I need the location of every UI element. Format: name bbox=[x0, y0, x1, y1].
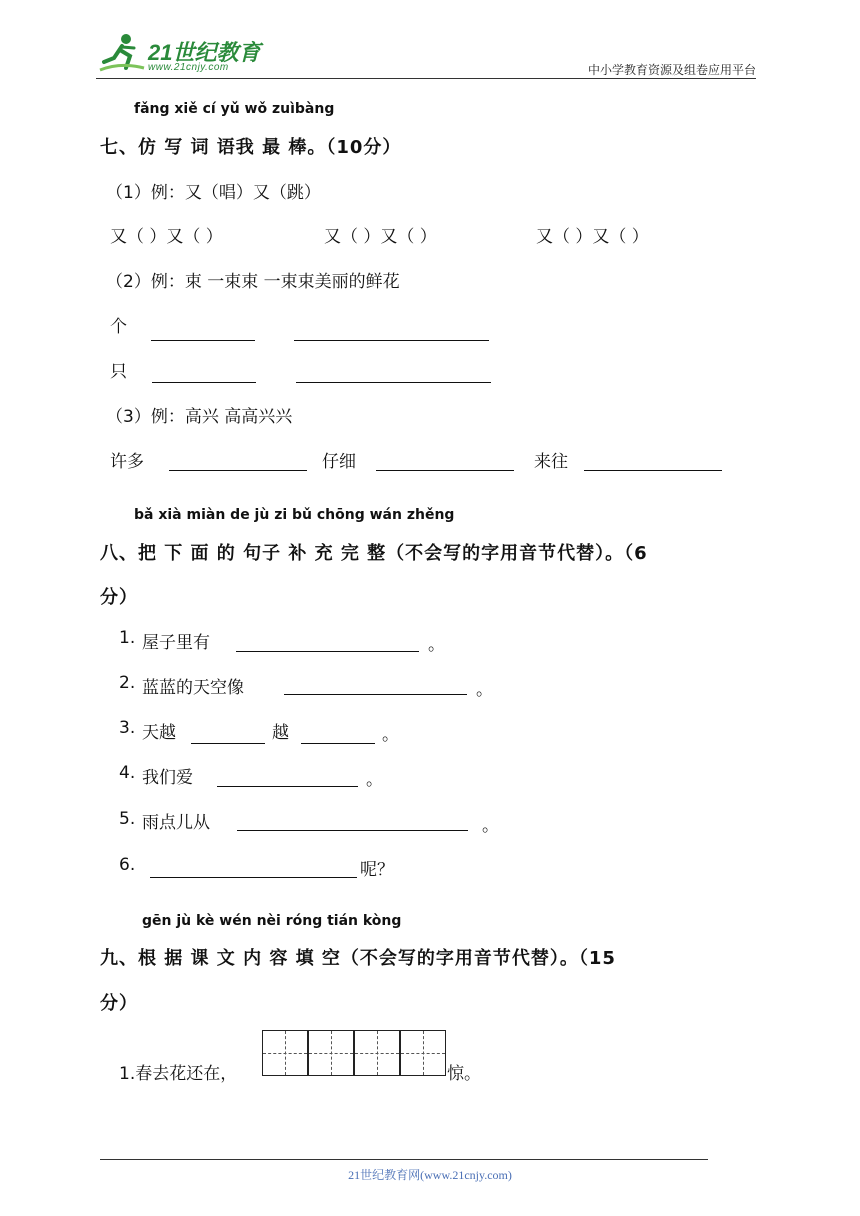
ex1-item-2: 又（ ）又（ ） bbox=[324, 227, 437, 247]
sentence-middle: 越 bbox=[272, 723, 289, 743]
section7-example1: （1）例：又（唱）又（跳） bbox=[106, 183, 321, 203]
sentence-suffix: 。 bbox=[476, 680, 493, 700]
ex1-item-1: 又（ ）又（ ） bbox=[110, 227, 223, 247]
sentence-prefix: 我们爱 bbox=[142, 768, 193, 788]
logo-text: 21世纪教育 bbox=[148, 40, 261, 65]
sentence-prefix: 屋子里有 bbox=[142, 633, 210, 653]
sentence-suffix: 呢？ bbox=[360, 860, 394, 880]
sentence-suffix: 。 bbox=[382, 725, 399, 745]
section7-heading: 七、仿 写 词 语我 最 棒。（10分） bbox=[100, 137, 402, 158]
header-divider bbox=[96, 78, 756, 79]
ex3-word-3: 来往 bbox=[534, 452, 568, 472]
section7-example3: （3）例：高兴 高高兴兴 bbox=[106, 407, 293, 427]
blank-line[interactable] bbox=[584, 470, 722, 471]
section9-heading-cont: 分） bbox=[100, 993, 138, 1014]
sentence-prefix: 雨点儿从 bbox=[142, 813, 210, 833]
section8-pinyin: bǎ xià miàn de jù zi bǔ chōng wán zhěng bbox=[134, 507, 455, 523]
fill-item-suffix: 惊。 bbox=[447, 1064, 481, 1084]
sentence-number: 2. bbox=[119, 673, 136, 693]
sentence-number: 6. bbox=[119, 855, 136, 875]
grid-cell[interactable] bbox=[262, 1030, 308, 1076]
ex1-item-3: 又（ ）又（ ） bbox=[536, 227, 649, 247]
grid-cell[interactable] bbox=[354, 1030, 400, 1076]
blank-line[interactable] bbox=[296, 382, 491, 383]
section9-pinyin: gēn jù kè wén nèi róng tián kòng bbox=[142, 913, 402, 929]
sentence-prefix: 蓝蓝的天空像 bbox=[142, 678, 244, 698]
ex3-word-1: 许多 bbox=[110, 452, 144, 472]
sentence-number: 4. bbox=[119, 763, 136, 783]
footer-text: 21世纪教育网(www.21cnjy.com) bbox=[348, 1168, 512, 1182]
sentence-number: 5. bbox=[119, 809, 136, 829]
sentence-number: 1. bbox=[119, 628, 136, 648]
blank-line[interactable] bbox=[284, 694, 467, 695]
blank-line[interactable] bbox=[150, 877, 357, 878]
section8-heading: 八、把 下 面 的 句子 补 充 完 整（不会写的字用音节代替）。（6 bbox=[100, 543, 648, 564]
header-platform-text: 中小学教育资源及组卷应用平台 bbox=[587, 63, 756, 77]
fill-item-prefix: 1.春去花还在， bbox=[119, 1064, 238, 1084]
section9-heading: 九、根 据 课 文 内 容 填 空（不会写的字用音节代替）。（15 bbox=[100, 948, 616, 969]
sentence-prefix: 天越 bbox=[142, 723, 176, 743]
grid-cell[interactable] bbox=[400, 1030, 446, 1076]
blank-line[interactable] bbox=[301, 743, 375, 744]
blank-line[interactable] bbox=[169, 470, 307, 471]
site-logo bbox=[96, 32, 266, 76]
sentence-suffix: 。 bbox=[428, 635, 445, 655]
section8-heading-cont: 分） bbox=[100, 587, 138, 608]
ex2-row-label-2: 只 bbox=[110, 362, 127, 382]
sentence-number: 3. bbox=[119, 718, 136, 738]
section7-pinyin: fǎng xiě cí yǔ wǒ zuìbàng bbox=[134, 101, 335, 117]
section7-example2: （2）例：束 一束束 一束束美丽的鲜花 bbox=[106, 272, 400, 292]
blank-line[interactable] bbox=[151, 340, 255, 341]
blank-line[interactable] bbox=[236, 651, 419, 652]
sentence-suffix: 。 bbox=[482, 816, 499, 836]
running-man-icon bbox=[96, 32, 146, 76]
blank-line[interactable] bbox=[376, 470, 514, 471]
blank-line[interactable] bbox=[217, 786, 358, 787]
ex3-word-2: 仔细 bbox=[322, 452, 356, 472]
blank-line[interactable] bbox=[191, 743, 265, 744]
sentence-suffix: 。 bbox=[366, 770, 383, 790]
blank-line[interactable] bbox=[237, 830, 468, 831]
grid-cell[interactable] bbox=[308, 1030, 354, 1076]
footer-divider bbox=[100, 1159, 708, 1160]
ex2-row-label-1: 个 bbox=[110, 317, 127, 337]
logo-url: www.21cnjy.com bbox=[148, 62, 229, 73]
blank-line[interactable] bbox=[294, 340, 489, 341]
blank-line[interactable] bbox=[152, 382, 256, 383]
